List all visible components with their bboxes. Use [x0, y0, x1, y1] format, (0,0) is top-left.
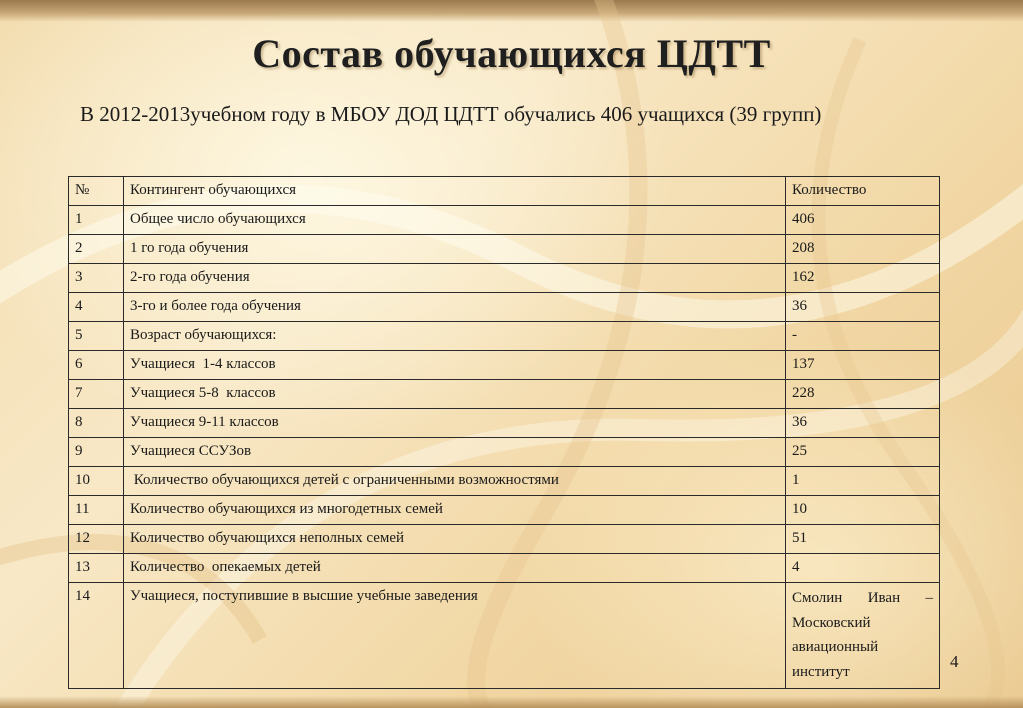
row-quantity: 162: [786, 264, 940, 293]
table-row: [69, 264, 940, 293]
table-row: [69, 351, 940, 380]
row-category: Количество обучающихся детей с ограниченными возможностями: [124, 467, 786, 496]
header-quantity: Количество: [786, 177, 940, 206]
row-number: 13: [69, 554, 124, 583]
students-table: [68, 176, 940, 689]
row-quantity: 10: [786, 496, 940, 525]
row-quantity: -: [786, 322, 940, 351]
row-quantity: 208: [786, 235, 940, 264]
header-number: №: [69, 177, 124, 206]
table-row: [69, 554, 940, 583]
row-category: Учащиеся 5-8 классов: [124, 380, 786, 409]
slide-title: Состав обучающихся ЦДТТ: [252, 31, 771, 76]
row-quantity: 36: [786, 409, 940, 438]
table-header-row: [69, 177, 940, 206]
row-number: 10: [69, 467, 124, 496]
table-row: [69, 206, 940, 235]
row-number: 2: [69, 235, 124, 264]
row-number: 8: [69, 409, 124, 438]
row-number: 9: [69, 438, 124, 467]
row-number: 14: [69, 583, 124, 689]
table-row: [69, 583, 940, 689]
header-category: Контингент обучающихся: [124, 177, 786, 206]
row-category: Учащиеся, поступившие в высшие учебные заведения: [124, 583, 786, 689]
row-category: 3-го и более года обучения: [124, 293, 786, 322]
row-category: Количество обучающихся из многодетных семей: [124, 496, 786, 525]
slide-subtitle: В 2012-2013учебном году в МБОУ ДОД ЦДТТ обучались 406 учащихся (39 групп): [80, 102, 822, 126]
row-category: Учащиеся 9-11 классов: [124, 409, 786, 438]
bottom-decorative-band: [0, 696, 1023, 708]
table-row: [69, 235, 940, 264]
table-row: [69, 409, 940, 438]
row-quantity: 4: [786, 554, 940, 583]
row-category: Количество обучающихся неполных семей: [124, 525, 786, 554]
table-row: [69, 293, 940, 322]
row-quantity: 228: [786, 380, 940, 409]
row-number: 1: [69, 206, 124, 235]
row-number: 12: [69, 525, 124, 554]
table-row: [69, 496, 940, 525]
row-category: Общее число обучающихся: [124, 206, 786, 235]
table-row: [69, 380, 940, 409]
row-quantity: Смолин Иван – Московский авиационный институт: [786, 583, 940, 689]
row-quantity: 406: [786, 206, 940, 235]
row-number: 11: [69, 496, 124, 525]
row-number: 7: [69, 380, 124, 409]
table-row: [69, 467, 940, 496]
row-quantity: 137: [786, 351, 940, 380]
row-category: 1 го года обучения: [124, 235, 786, 264]
row-number: 3: [69, 264, 124, 293]
row-quantity: 51: [786, 525, 940, 554]
row-category: Учащиеся 1-4 классов: [124, 351, 786, 380]
row-category: Количество опекаемых детей: [124, 554, 786, 583]
row-number: 4: [69, 293, 124, 322]
table-row: [69, 438, 940, 467]
row-category: Учащиеся ССУЗов: [124, 438, 786, 467]
row-quantity: 36: [786, 293, 940, 322]
table-row: [69, 525, 940, 554]
page-number: 4: [950, 652, 959, 671]
row-quantity: 25: [786, 438, 940, 467]
row-quantity: 1: [786, 467, 940, 496]
row-category: Возраст обучающихся:: [124, 322, 786, 351]
table-row: [69, 322, 940, 351]
row-number: 6: [69, 351, 124, 380]
row-number: 5: [69, 322, 124, 351]
row-category: 2-го года обучения: [124, 264, 786, 293]
